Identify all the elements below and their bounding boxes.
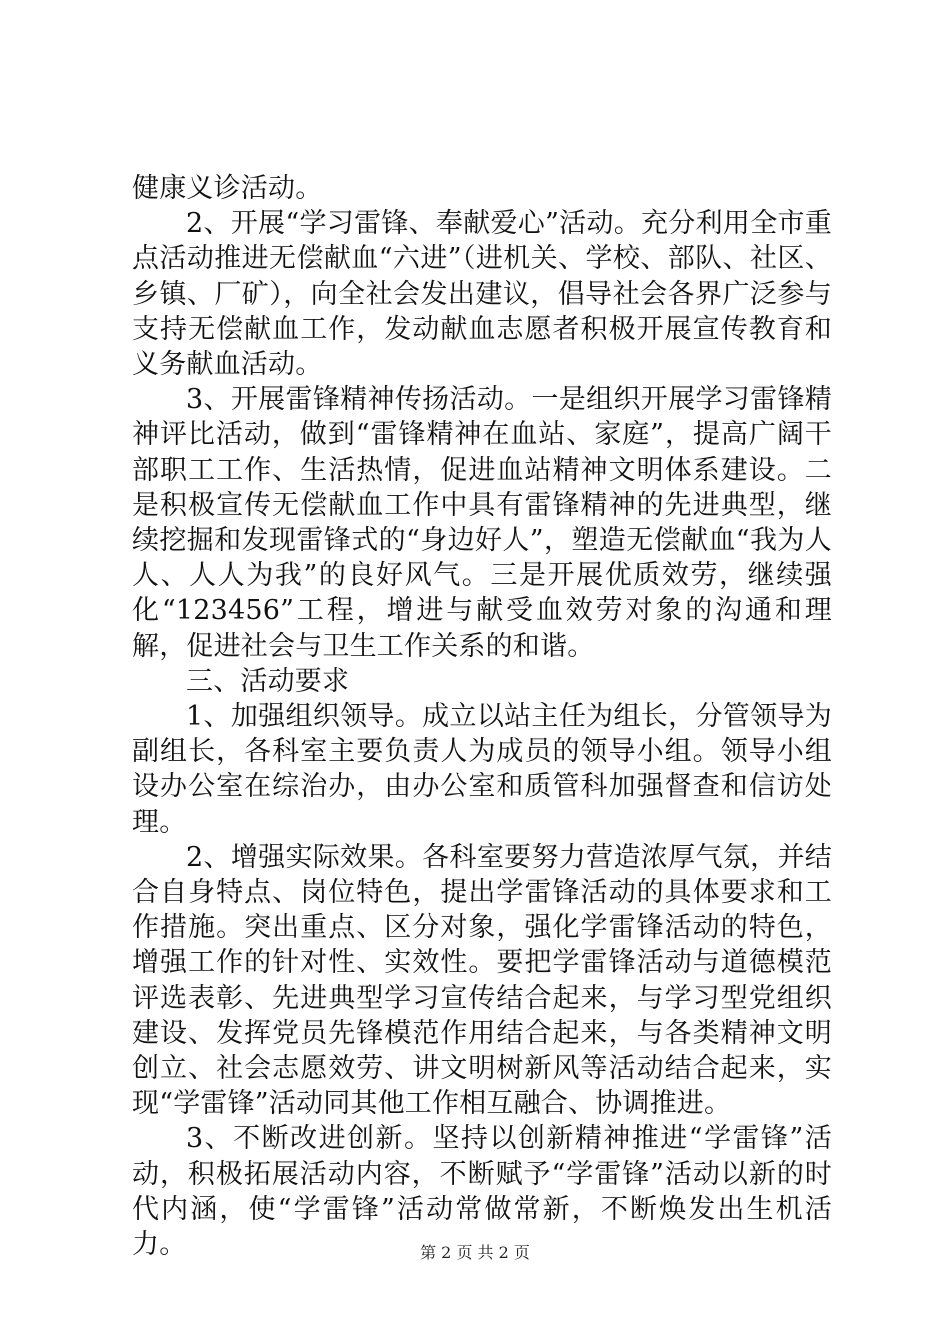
paragraph-practical-effect: 2、增强实际效果。各科室要努力营造浓厚气氛，并结合自身特点、岗位特色，提出学雷锋活动的具体要求和工作措施。突出重点、区分对象，强化学雷锋活动的特色，增强工作的针对性、实效性。要把学雷锋活动与道德模范评选表彰、先进典型学习宣传结合起来，与学习型党组织建设、发挥党员先锋模范作用结合起来，与各类精神文明创立、社会志愿效劳、讲文明树新风等活动结合起来，实现“学雷锋”活动同其他工作相互融合、协调推进。 [132,841,832,1120]
document-body [132,171,832,1262]
page-number-footer: 第 2 页 共 2 页 [420,1243,530,1262]
paragraph-health-clinic: 健康义诊活动。 [132,173,323,204]
paragraph-innovation: 3、不断改进创新。坚持以创新精神推进“学雷锋”活动，积极拓展活动内容，不断赋予“学雷锋”活动以新的时代内涵，使“学雷锋”活动常做常新，不断焕发出生机活力。 [132,1123,832,1261]
section-heading-requirements: 三、活动要求 [186,665,350,697]
paragraph-organization-leadership: 1、加强组织领导。成立以站主任为组长，分管领导为副组长，各科室主要负责人为成员的领导小组。领导小组设办公室在综治办，由办公室和质管科加强督查和信访处理。 [132,701,832,838]
paragraph-spirit-promotion: 3、开展雷锋精神传扬活动。一是组织开展学习雷锋精神评比活动，做到“雷锋精神在血站、家庭”，提高广阔干部职工工作、生活热情，促进血站精神文明体系建设。二是积极宣传无偿献血工作中具有雷锋精神的先进典型，继续挖掘和发现雷锋式的“身边好人”，塑造无偿献血“我为人人、人人为我”的良好风气。三是开展优质效劳，继续强化“123456”工程，增进与献受血效劳对象的沟通和理解，促进社会与卫生工作关系的和谐。 [132,384,832,662]
paragraph-learn-leifeng-activity: 2、开展“学习雷锋、奉献爱心”活动。充分利用全市重点活动推进无偿献血“六进”（进机关、学校、部队、社区、乡镇、厂矿），向全社会发出建议，倡导社会各界广泛参与支持无偿献血工作，发动献血志愿者积极开展宣传教育和义务献血活动。 [132,208,832,381]
